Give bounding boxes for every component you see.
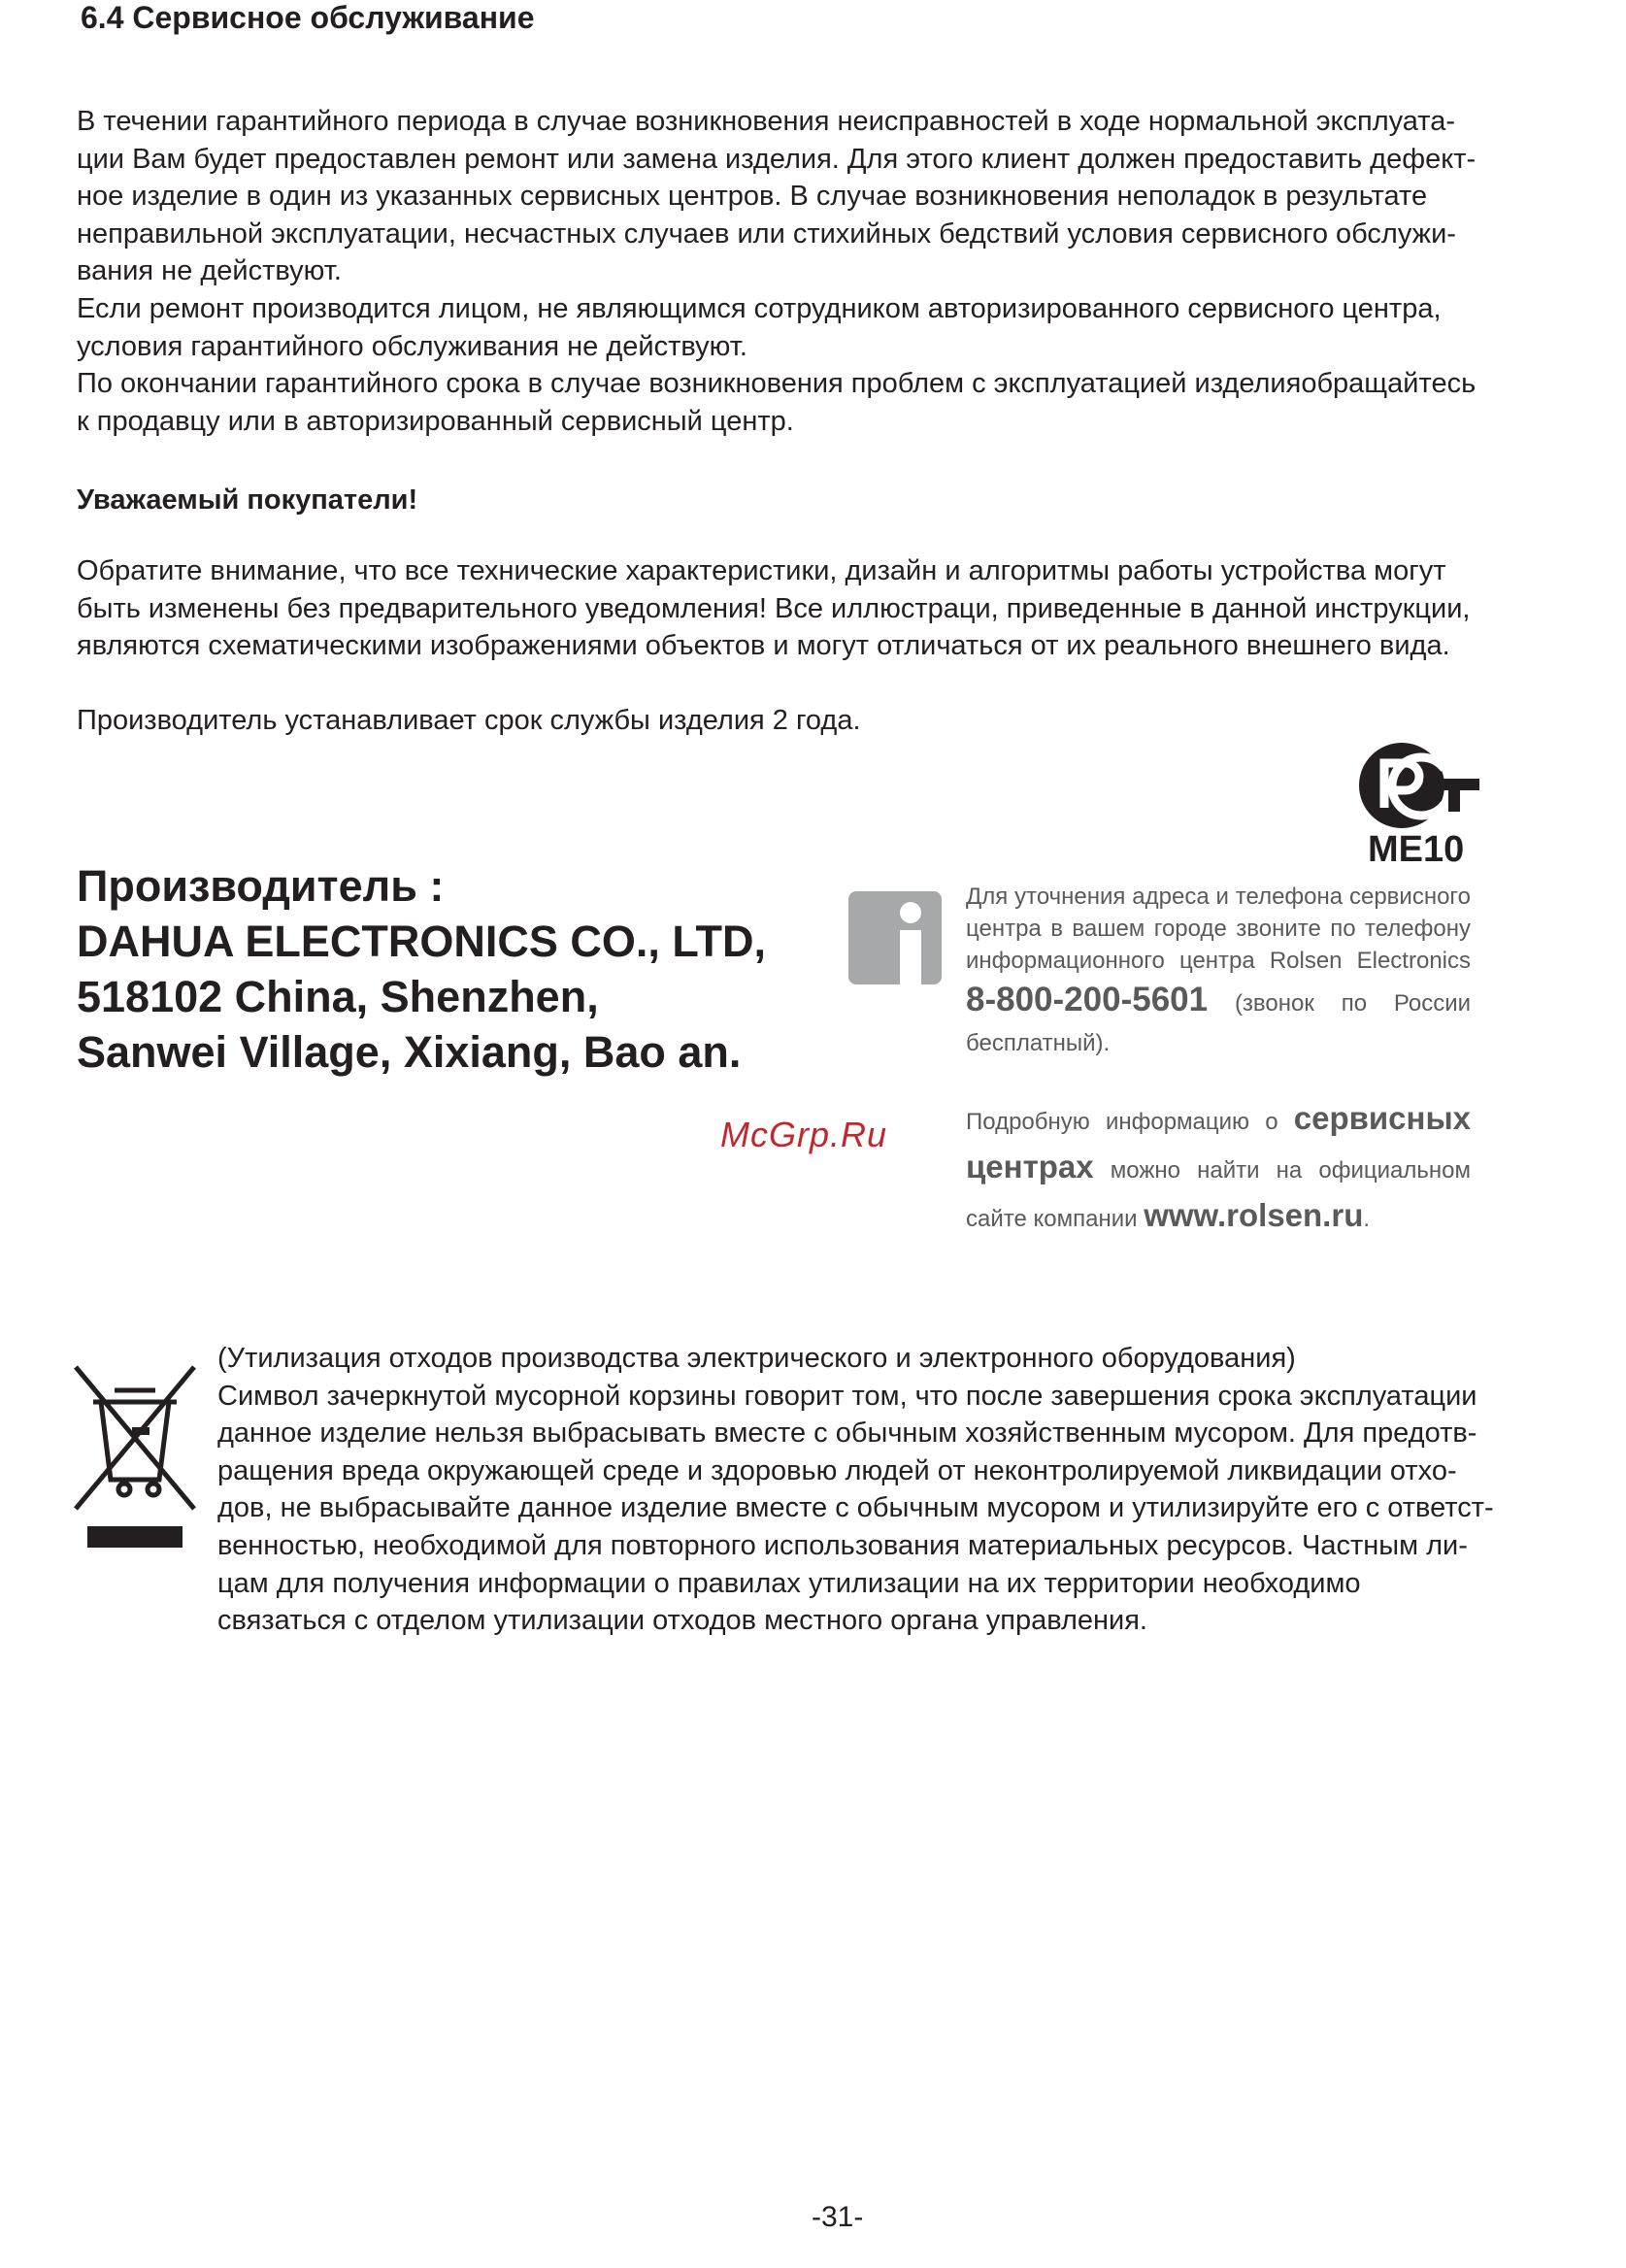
website-link[interactable]: www.rolsen.ru xyxy=(1144,1197,1364,1233)
website-line: сайте компании www.rolsen.ru. xyxy=(966,1197,1371,1233)
more-info-line: центрах можно найти на официальном xyxy=(966,1149,1471,1184)
service-info-block xyxy=(966,881,1471,1242)
warranty-line: неправильной эксплуатации, несчастных случаев или стихийных бедствий условия сервисного обслужи- xyxy=(77,217,1456,250)
manufacturer-line: Sanwei Village, Xixiang, Bao an. xyxy=(77,1027,742,1077)
more-info-line: Подробную информацию о сервисных xyxy=(966,1100,1471,1136)
notice-line: быть изменены без предварительного уведомления! Все иллюстраци, приведенные в данной инструкции, xyxy=(77,592,1471,624)
service-life-text: Производитель устанавливает срок службы изделия 2 года. xyxy=(77,705,861,736)
info-line: Для уточнения адреса и телефона сервисного xyxy=(966,884,1471,910)
warranty-line: Если ремонт производится лицом, не являющимся сотрудником авторизированного сервисного центра, xyxy=(77,292,1442,324)
recycling-line: венностью, необходимой для повторного использования материальных ресурсов. Частным ли- xyxy=(217,1529,1468,1561)
recycling-line: дов, не выбрасывайте данное изделие вместе с обычным мусором и утилизируйте его с ответст- xyxy=(217,1492,1494,1524)
manufacturer-line: DAHUA ELECTRONICS CO., LTD, xyxy=(77,917,766,966)
warranty-paragraph xyxy=(77,103,1620,440)
notice-paragraph xyxy=(77,552,1620,665)
recycling-line: цам для получения информации о правилах утилизации на их территории необходимо xyxy=(217,1567,1361,1599)
manufacturer-line: Производитель : xyxy=(77,861,445,911)
warranty-line: В течении гарантийного периода в случае возникновения неисправностей в ходе нормальной эксплуата- xyxy=(77,106,1456,137)
page-number: -31- xyxy=(812,2201,864,2233)
warranty-line: ции Вам будет предоставлен ремонт или замена изделия. Для этого клиент должен предоставить дефект- xyxy=(77,143,1477,175)
crossed-bin-icon xyxy=(74,1363,196,1548)
recycling-line: Символ зачеркнутой мусорной корзины говорит том, что после завершения срока эксплуатации xyxy=(217,1380,1477,1412)
certification-code: ME10 xyxy=(1368,829,1465,870)
recycling-paragraph xyxy=(217,1340,1625,1640)
warranty-line: условия гарантийного обслуживания не действуют. xyxy=(77,330,747,362)
info-line: информационного центра Rolsen Electronics xyxy=(966,948,1471,974)
manufacturer-block xyxy=(77,858,766,1080)
phone-note: (звонок по России xyxy=(1234,990,1471,1017)
info-icon xyxy=(848,891,942,984)
recycling-line: связаться с отделом утилизации отходов местного органа управления. xyxy=(217,1605,1147,1637)
recycling-line: (Утилизация отходов производства электрического и электронного оборудования) xyxy=(217,1343,1296,1374)
info-line: центра в вашем городе звоните по телефону xyxy=(966,916,1471,942)
warranty-line: ное изделие в один из указанных сервисных центров. В случае возникновения неполадок в результате xyxy=(77,181,1428,213)
service-phone: 8-800-200-5601 xyxy=(966,981,1209,1018)
manufacturer-line: 518102 China, Shenzhen, xyxy=(77,972,599,1021)
notice-line: Обратите внимание, что все технические характеристики, дизайн и алгоритмы работы устройства могут xyxy=(77,555,1446,586)
dear-customers-heading: Уважаемый покупатели! xyxy=(77,484,418,516)
warranty-line: к продавцу или в авторизированный сервисный центр. xyxy=(77,405,794,437)
notice-line: являются схематическими изображениями объектов и могут отличаться от их реального внешнего вида. xyxy=(77,630,1450,662)
recycling-line: данное изделие нельзя выбрасывать вместе с обычным хозяйственным мусором. Для предотв- xyxy=(217,1418,1477,1450)
warranty-line: По окончании гарантийного срока в случае возникновения проблем с эксплуатацией изделияобращайтесь xyxy=(77,368,1477,400)
info-line: бесплатный). xyxy=(966,1030,1111,1056)
rst-certification-icon xyxy=(1355,740,1481,832)
watermark: McGrp.Ru xyxy=(720,1115,888,1154)
section-heading: 6.4 Сервисное обслуживание xyxy=(81,0,535,35)
info-phone-line xyxy=(966,977,1471,1027)
warranty-line: вания не действуют. xyxy=(77,255,342,287)
recycling-line: ращения вреда окружающей среде и здоровью людей от неконтролируемой ликвидации отхо- xyxy=(217,1454,1457,1486)
